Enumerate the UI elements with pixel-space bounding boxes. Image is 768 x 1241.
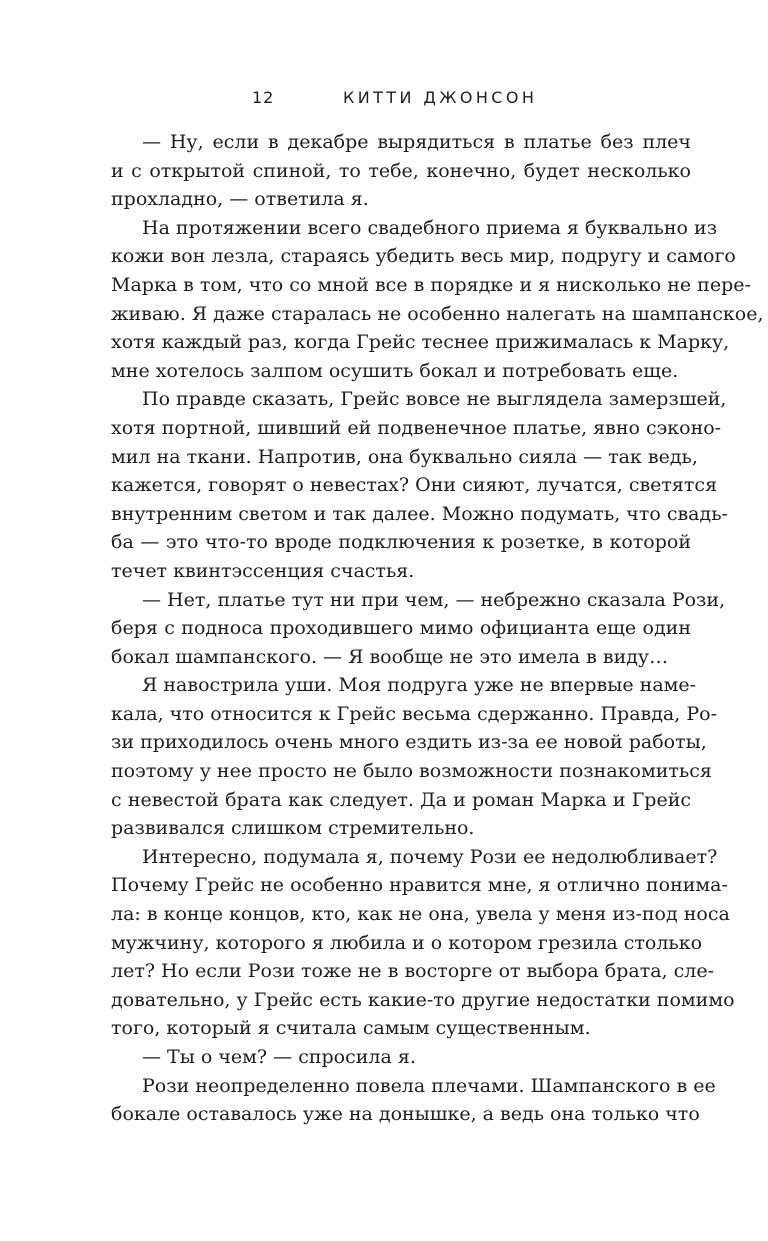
text-line: того, который я считала самым существенным. [111,1017,591,1040]
text-line: прохладно, — ответила я. [111,188,369,211]
text-line: Я навострила уши. Моя подруга уже не впервые наме- [142,674,697,697]
text-line: По правде сказать, Грейс вовсе не выглядела замерзшей, [142,388,727,411]
text-line: Марка в том, что со мной все в порядке и я нисколько не пере- [111,273,751,296]
text-line: Почему Грейс не особенно нравится мне, я отлично понима- [111,874,728,897]
text-line: внутренним светом и так далее. Можно подумать, что свадь- [111,502,728,525]
text-line: и с открытой спиной, то тебе, конечно, будет несколько [111,159,691,182]
text-line: беря с подноса проходившего мимо официанта еще один [111,617,691,640]
book-author: КИТТИ ДЖОНСОН [343,88,538,107]
text-line: — Нет, платье тут ни при чем, — небрежно сказала Рози, [142,588,726,611]
text-line: Рози неопределенно повела плечами. Шампанского в ее [142,1074,716,1097]
text-line: бокале оставалось уже на донышке, а ведь она только что [111,1103,700,1126]
running-head [0,88,768,110]
text-line: ба — это что-то вроде подключения к розетке, в которой [111,531,691,554]
text-line: живаю. Я даже старалась не особенно налегать на шампанское, [111,302,764,325]
text-line: ла: в конце концов, кто, как не она, увела у меня из-под носа [111,903,730,926]
text-line: — Ты о чем? — спросила я. [142,1046,416,1068]
text-line: течет квинтэссенция счастья. [111,559,415,582]
text-line: с невестой брата как следует. Да и роман Марка и Грейс [111,788,691,811]
text-line: развивался слишком стремительно. [111,817,475,840]
text-line: — Ну, если в декабре вырядиться в платье без плеч [142,131,691,153]
text-line: Интересно, подумала я, почему Рози ее недолюбливает? [142,845,718,868]
text-line: поэтому у нее просто не было возможности познакомиться [111,760,712,783]
text-line: бокал шампанского. — Я вообще не это имела в виду… [111,645,669,668]
text-line: зи приходилось очень много ездить из-за ее новой работы, [111,731,707,754]
text-line: хотя каждый раз, когда Грейс теснее прижималась к Марку, [111,331,730,354]
text-body [111,128,764,1129]
text-line: хотя портной, шивший ей подвенечное платье, явно сэконо- [111,416,722,439]
text-line: довательно, у Грейс есть какие-то другие недостатки помимо [111,988,735,1011]
text-line: кала, что относится к Грейс весьма сдержанно. Правда, Ро- [111,702,717,725]
text-line: кажется, говорят о невестах? Они сияют, лучатся, светятся [111,474,718,497]
text-line: мужчину, которого я любила и о котором грезила столько [111,931,703,954]
page-number: 12 [252,88,275,107]
text-line: мил на ткани. Напротив, она буквально сияла — так ведь, [111,445,698,468]
text-line: На протяжении всего свадебного приема я буквально из [142,216,718,239]
text-line: лет? Но если Рози тоже не в восторге от выбора брата, сле- [111,960,715,983]
text-line: мне хотелось залпом осушить бокал и потребовать еще. [111,359,679,382]
text-line: кожи вон лезла, стараясь убедить весь мир, подругу и самого [111,245,736,268]
